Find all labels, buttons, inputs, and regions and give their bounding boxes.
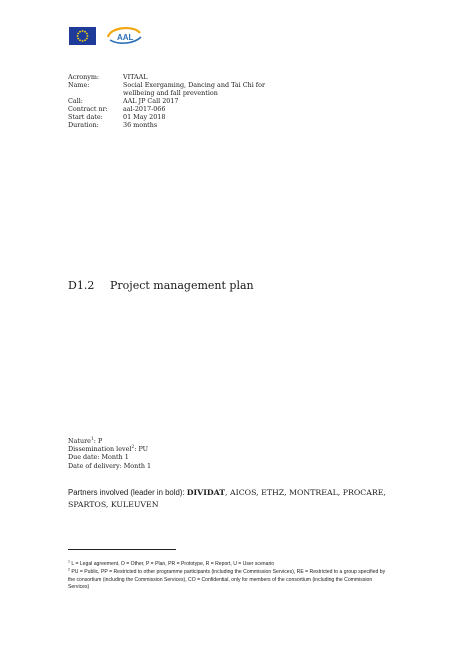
partners-leader: DIVIDAT <box>186 488 226 497</box>
footnotes <box>68 561 388 592</box>
info-value: AAL JP Call 2017 <box>123 97 179 105</box>
footnote-ref: 1 <box>90 436 94 442</box>
nature-label: Nature <box>68 437 91 445</box>
info-row-contract <box>68 105 293 113</box>
dissemination-label: Dissemination level <box>68 445 132 454</box>
info-value: 01 May 2018 <box>123 113 166 121</box>
due-date: Due date: Month 1 <box>68 453 129 462</box>
deliverable-title: Project management plan <box>110 279 254 292</box>
footnote-mark: 2 <box>68 567 70 572</box>
partners-others: , AICOS, ETHZ, MONTREAL, PROCARE, SPARTOS, KULEUVEN <box>68 488 386 509</box>
project-info-table <box>68 73 293 129</box>
info-row-duration <box>68 121 293 129</box>
info-label: Start date: <box>68 113 103 121</box>
footnote-ref: 2 <box>131 445 135 451</box>
dissemination-value: : PU <box>134 445 149 454</box>
footnote-mark: 1 <box>68 559 70 564</box>
footnote-1 <box>68 559 388 572</box>
footnote-2 <box>68 569 388 592</box>
info-value: aal-2017-066 <box>123 105 166 113</box>
eu-flag-logo <box>69 27 96 45</box>
info-row-start-date <box>68 113 293 121</box>
aal-logo <box>104 25 144 47</box>
partners-involved <box>68 487 408 511</box>
info-row-call <box>68 97 293 105</box>
info-label: Acronym: <box>68 73 100 81</box>
info-value: Social Exergaming, Dancing and Tai Chi for wellbeing and fall prevention <box>123 81 266 97</box>
footnote-divider <box>68 549 176 550</box>
nature-line <box>68 437 151 445</box>
dissemination-line <box>68 445 151 453</box>
info-label: Call: <box>68 97 83 105</box>
info-value: VITAAL <box>123 73 148 81</box>
footnote-text: PU = Public, PP = Restricted to other programme participants (including the Commission Services), RE = Restricted to a group specified by the consortium (including the Commission Services), CO = Confidential, only for members of the consortium (including the Commission Services) <box>68 568 386 591</box>
info-label: Duration: <box>68 121 99 129</box>
info-row-acronym <box>68 73 293 81</box>
footnote-text: L = Legal agreement, O = Other, P = Plan, PR = Prototype, R = Report, U = User scenario <box>69 561 275 567</box>
delivery-date: Date of delivery: Month 1 <box>68 461 152 470</box>
deliverable-heading <box>68 279 254 292</box>
deliverable-id: D1.2 <box>68 279 95 292</box>
info-label: Contract nr: <box>68 105 108 113</box>
nature-value: : P <box>93 437 103 445</box>
aal-logo-text: AAL <box>117 33 134 42</box>
deliverable-metadata <box>68 437 151 470</box>
info-label: Name: <box>68 81 90 89</box>
info-row-name <box>68 81 293 97</box>
partners-label: Partners involved (leader in bold): <box>68 488 187 497</box>
info-value: 36 months <box>123 121 158 129</box>
